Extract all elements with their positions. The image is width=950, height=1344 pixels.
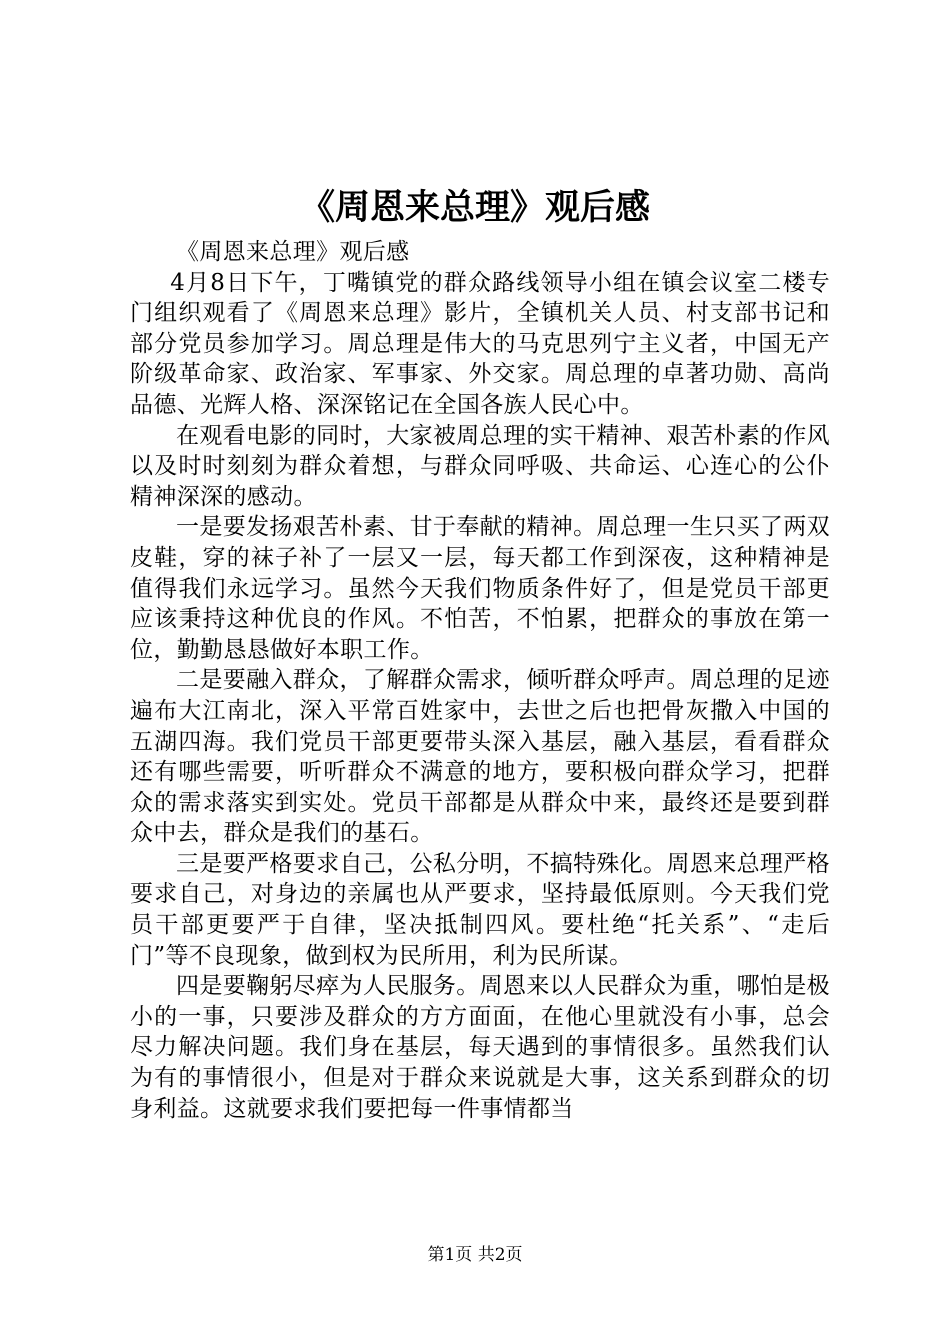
body-paragraph-point-two: 二是要融入群众，了解群众需求，倾听群众呼声。周总理的足迹遍布大江南北，深入平常百姓家中，去世之后也把骨灰撒入中国的五湖四海。我们党员干部更要带头深入基层，融入基层，看看群众还有哪些需要，听听群众不满意的地方，要积极向群众学习，把群众的需求落实到实处。党员干部都是从群众中来，最终还是要到群众中去，群众是我们的基石。 — [130, 667, 830, 847]
document-body — [130, 237, 830, 1124]
body-paragraph-intro: 4月8日下午，丁嘴镇党的群众路线领导小组在镇会议室二楼专门组织观看了《周恩来总理》影片，全镇机关人员、村支部书记和部分党员参加学习。周总理是伟大的马克思列宁主义者，中国无产阶级革命家、政治家、军事家、外交家。周总理的卓著功勋、高尚品德、光辉人格、深深铭记在全国各族人民心中。 — [130, 269, 830, 418]
page-footer: 第1页 共2页 — [427, 1245, 523, 1265]
body-paragraph-point-four: 四是要鞠躬尽瘁为人民服务。周恩来以人民群众为重，哪怕是极小的一事，只要涉及群众的方方面面，在他心里就没有小事，总会尽力解决问题。我们身在基层，每天遇到的事情很多。虽然我们认为有的事情很小，但是对于群众来说就是大事，这关系到群众的切身利益。这就要求我们要把每一件事情都当 — [130, 973, 830, 1122]
body-paragraph-point-one: 一是要发扬艰苦朴素、甘于奉献的精神。周总理一生只买了两双皮鞋，穿的袜子补了一层又一层，每天都工作到深夜，这种精神是值得我们永远学习。虽然今天我们物质条件好了，但是党员干部更应该秉持这种优良的作风。不怕苦，不怕累，把群众的事放在第一位，勤勤恳恳做好本职工作。 — [130, 514, 830, 663]
document-title: 《周恩来总理》观后感 — [299, 188, 650, 228]
body-paragraph-point-three: 三是要严格要求自己，公私分明，不搞特殊化。周恩来总理严格要求自己，对身边的亲属也从严要求，坚持最低原则。今天我们党员干部更要严于自律，坚决抵制四风。要杜绝“托关系”、“走后门”等不良现象，做到权为民所用，利为民所谋。 — [130, 850, 830, 969]
body-paragraph-feeling: 在观看电影的同时，大家被周总理的实干精神、艰苦朴素的作风以及时时刻刻为群众着想，与群众同呼吸、共命运、心连心的公仆精神深深的感动。 — [130, 422, 830, 510]
subtitle-paragraph: 《周恩来总理》观后感 — [176, 239, 410, 265]
